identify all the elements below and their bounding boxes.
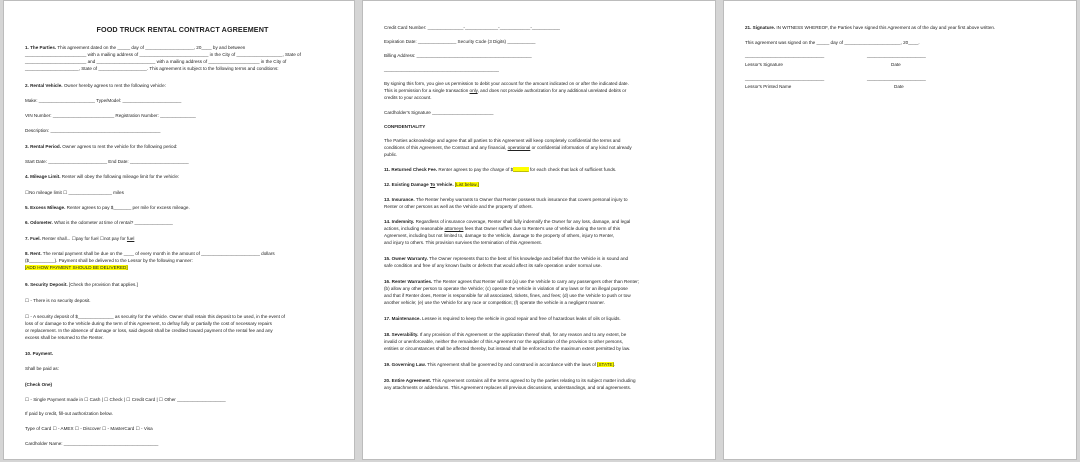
p2-line: and that if Renter does, Renter is responsible for all associated, tickets, fines, and fees; (d) use the Vehicle to push or tow [384, 293, 631, 298]
p2-line: 16. Renter Warranties. The Renter agrees that Renter will not (a) use the Vehicle to carry any passengers other than Renter; [384, 279, 640, 284]
page-1 [3, 0, 355, 460]
p2-line: 12. Existing Damage To Vehicle. [List below.] [384, 182, 479, 187]
p1-line: ________________________ and _______________________ with a mailing address of ____________________ in the City of [25, 59, 287, 64]
p2-line: Cardholder's Signature ________________________ [384, 110, 494, 115]
page-2 [362, 0, 716, 460]
p1-line: loss of or damage to the Vehicle during the term of this Agreement, to defray fully or partially the cost of necessary repairs [25, 321, 272, 326]
document-title: FOOD TRUCK RENTAL CONTRACT AGREEMENT [96, 25, 269, 34]
p1-line: 6. Odometer. What is the odometer at time of rental? _______________ [25, 220, 173, 225]
p1-line: 7. Fuel. Renter shall... ☐pay for fuel ☐not pay for fuel [25, 236, 135, 241]
lessor-signature-line: _______________________________ [745, 53, 825, 58]
p1-line: _____________________, State of ___________________. This agreement is subject to the following terms and conditions: [25, 66, 279, 71]
date-label-2: Date [894, 84, 904, 89]
p1-line: VIN Number: ________________________ Registration Number: ______________ [25, 113, 196, 118]
p2-line: Agreement, including but not limited to, damage to the Vehicle, damage to the property of others, injury to Renter, [384, 233, 615, 238]
p1-line: ☐ - There is no security deposit. [25, 298, 91, 303]
p1-line: 1. The Parties. This agreement dated on the _____ day of ___________________, 20____ by and between [25, 45, 246, 50]
p2-line: entities or circumstances shall be affected thereby, but instead shall be enforced to the maximum extent permitted by law. [384, 346, 631, 351]
p1-line: ($__________). Payment shall be delivered to the Lessor by the following manner: [25, 258, 193, 263]
p1-line: 5. Excess Mileage. Renter agrees to pay $_______ per mile for excess mileage. [25, 205, 190, 210]
p2-line: another vehicle; (e) use the Vehicle for any race or competition; (f) operate the vehicle in a negligent manner. [384, 300, 605, 305]
p3-line: 21. Signature. IN WITNESS WHEREOF, the Parties have signed this Agreement as of the day and year first above written. [745, 25, 996, 30]
p1-line: excess shall be returned to the Renter. [25, 335, 104, 340]
p1-line: 3. Rental Period. Owner agrees to rent the vehicle for the following period: [25, 144, 178, 149]
p2-line: 11. Returned Check Fee. Renter agrees to pay the charge of $______ for each check that lack of sufficient funds. [384, 167, 617, 172]
lessor-printed-name-label: Lessor's Printed Name [745, 84, 792, 89]
p1-line: Description: ___________________________________________ [25, 128, 161, 133]
p2-line: credits to your account. [384, 95, 432, 100]
p2-line: 18. Severability. If any provision of this Agreement or the application thereof shall, for any reason and to any extent, be [384, 332, 627, 337]
page-3 [723, 0, 1077, 460]
p2-line: 14. Indemnity. Regardless of insurance coverage, Renter shall fully indemnify the Owner for any loss, damage, and legal [384, 219, 631, 224]
p1-line: or replacement. In the absence of damage or loss, said deposit shall be credited toward payment of the rental fee and any [25, 328, 273, 333]
p3-line: This agreement was signed on the _____ day of ______________________, 20____. [745, 40, 920, 45]
p2-line: 19. Governing Law. This Agreement shall be governed by and construed in accordance with the laws of [STATE]. [384, 362, 616, 367]
p2-line: _____________________________________________ [384, 67, 499, 72]
p2-line: By signing this form, you give us permission to debit your account for the amount indicated on or after the indicated date. [384, 81, 629, 86]
p2-line: Expiration Date: _______________ Security Code (3 Digits) ___________ [384, 39, 536, 44]
p2-line: safe condition and free of any known faults or defects that would affect its safe operation under normal use. [384, 263, 602, 268]
p2-line: (b) allow any other person to operate the Vehicle; (c) operate the Vehicle in violation of any laws or for an illegal purpose [384, 286, 628, 291]
p1-line: ☐No mileage limit ☐ _________________ miles [25, 190, 124, 195]
p2-line: Credit Card Number: ______________-_____________-____________-___________ [384, 25, 560, 30]
p2-line: 20. Entire Agreement. This Agreement contains all the terms agreed to by the parties relating to its subject matter including [384, 378, 636, 383]
date-line-2: _______________________ [867, 76, 926, 81]
p1-line: (Check One) [25, 382, 53, 387]
p1-line: Shall be paid as: [25, 366, 59, 371]
p1-line: If paid by credit, fill-out authorization below. [25, 411, 113, 416]
lessor-signature-label: Lessor's Signature [745, 62, 783, 67]
p2-line: CONFIDENTIALITY [384, 124, 426, 129]
p1-line: ________________________ with a mailing address of ___________________________ in the City of __________________, State of [25, 52, 301, 57]
lessor-printed-name-line: _______________________________ [745, 76, 825, 81]
p2-line: public. [384, 152, 398, 157]
date-label-1: Date [891, 62, 901, 67]
p1-line: Start Date: _______________________ End Date: _______________________ [25, 159, 189, 164]
p1-line: 2. Rental Vehicle. Owner hereby agrees to rent the following vehicle: [25, 83, 166, 88]
p1-line: ☐ - Single Payment made in ☐ Cash | ☐ Check | ☐ Credit Card | ☐ Other ___________________ [25, 397, 226, 402]
p1-line: Cardholder Name: _____________________________________ [25, 441, 159, 446]
p1-line: [ADD HOW PAYMENT SHOULD BE DELIVERED] [25, 265, 128, 270]
date-line-1: _______________________ [867, 53, 926, 58]
p2-line: Renter or other persons as well as the Vehicle and the property of others. [384, 204, 533, 209]
p1-line: 9. Security Deposit. [Check the provision that applies.] [25, 282, 138, 287]
p2-line: 17. Maintenance. Lessee is required to keep the vehicle in good repair and free of hazardous leaks of oils or liquids. [384, 316, 621, 321]
p1-line: 8. Rent. The rental payment shall be due on the ____ of every month in the amount of _______________________ dollars [25, 251, 275, 256]
p2-line: This is permission for a single transaction only, and does not provide authorization for any additional unrelated debits or [384, 88, 627, 93]
p1-line: Make: ______________________ Type/Model: _______________________ [25, 98, 182, 103]
p2-line: Billing Address: _____________________________________________ [384, 53, 532, 58]
p1-line: 10. Payment. [25, 351, 54, 356]
p2-line: The Parties acknowledge and agree that all parties to this Agreement will keep completely confidential the terms and [384, 138, 621, 143]
p2-line: actions, including reasonable attorneys fees that Owner suffers due to Renter's use of Vehicle during the term of this [384, 226, 620, 231]
p2-line: invalid or unenforceable, neither the remainder of this Agreement nor the application of the provision to other persons, [384, 339, 624, 344]
p2-line: 13. Insurance. The Renter hereby warrants to Owner that Renter possess truck insurance that covers personal injury to [384, 197, 628, 202]
p1-line: ☐ - A security deposit of $______________ as security for the vehicle. Owner shall retain this deposit to be used, in the event of [25, 314, 285, 319]
p2-line: and injury to others. This provision survives the termination of this Agreement. [384, 240, 542, 245]
p2-line: conditions of this Agreement, the Contract and any financial, operational or confidential information of any kind not already [384, 145, 632, 150]
p2-line: 15. Owner Warranty. The Owner represents that to the best of his knowledge and belief that the Vehicle is in sound and [384, 256, 629, 261]
p2-line: any attachments or addendums. This Agreement replaces all previous discussions, understandings, and oral agreements. [384, 385, 632, 390]
p1-line: Type of Card ☐ - AMEX ☐ - Discover ☐ - MasterCard ☐ - Visa [25, 426, 153, 431]
p1-line: 4. Mileage Limit. Renter will obey the following mileage limit for the vehicle: [25, 174, 180, 179]
